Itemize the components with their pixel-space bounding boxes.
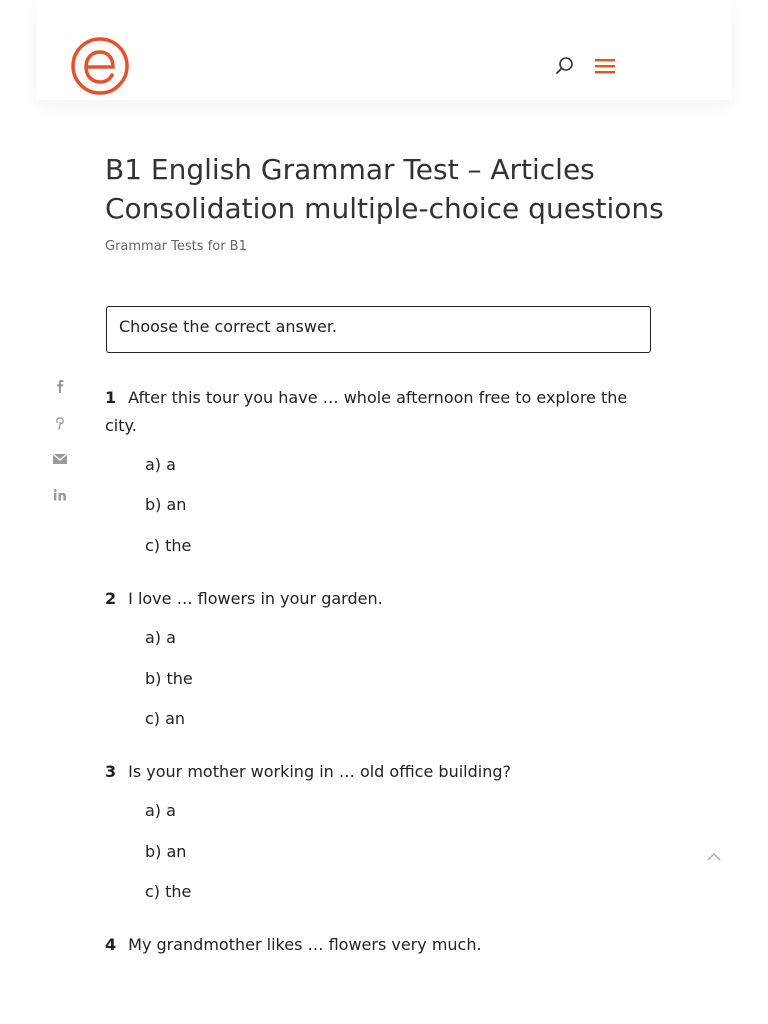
question-text: My grandmother likes … flowers very much. xyxy=(128,935,482,954)
q3-option-c[interactable]: c) the xyxy=(145,882,192,901)
question-text: After this tour you have … whole afternoon free to explore the city. xyxy=(105,388,628,435)
search-icon xyxy=(554,55,576,77)
question-number: 3 xyxy=(105,762,117,781)
scroll-to-top-button[interactable] xyxy=(704,848,724,864)
linkedin-icon xyxy=(50,485,70,505)
question-text: Is your mother working in … old office building? xyxy=(128,762,511,781)
q3-option-b[interactable]: b) an xyxy=(145,842,187,861)
hamburger-menu-icon xyxy=(593,57,617,77)
email-icon xyxy=(50,449,70,469)
e-logo-icon xyxy=(70,36,130,96)
search-button[interactable] xyxy=(554,55,576,77)
q1-option-b[interactable]: b) an xyxy=(145,495,187,514)
q1-option-c[interactable]: c) the xyxy=(145,536,192,555)
q2-option-a[interactable]: a) a xyxy=(145,628,176,647)
question-4 xyxy=(105,931,650,959)
question-1 xyxy=(105,384,650,440)
question-number: 2 xyxy=(105,589,117,608)
q1-option-a[interactable]: a) a xyxy=(145,455,176,474)
site-logo[interactable] xyxy=(70,36,130,96)
q3-option-a[interactable]: a) a xyxy=(145,801,176,820)
share-linkedin[interactable] xyxy=(50,485,70,505)
pinterest-icon xyxy=(50,412,70,432)
q2-option-b[interactable]: b) the xyxy=(145,669,193,688)
instruction-box xyxy=(106,306,651,353)
instruction-text: Choose the correct answer. xyxy=(119,317,338,336)
chevron-up-icon xyxy=(704,848,724,864)
question-3 xyxy=(105,758,650,786)
category-link[interactable]: Grammar Tests for B1 xyxy=(105,239,247,254)
facebook-icon xyxy=(50,376,70,396)
question-text: I love … flowers in your garden. xyxy=(128,589,383,608)
question-2 xyxy=(105,585,650,613)
share-email[interactable] xyxy=(50,449,70,469)
page-title: B1 English Grammar Test – Articles Consolidation multiple-choice questions xyxy=(105,153,664,225)
site-header xyxy=(36,0,732,100)
question-number: 1 xyxy=(105,388,117,407)
q2-option-c[interactable]: c) an xyxy=(145,709,186,728)
share-pinterest[interactable] xyxy=(50,412,70,432)
menu-button[interactable] xyxy=(593,57,617,77)
share-facebook[interactable] xyxy=(50,376,70,396)
question-number: 4 xyxy=(105,935,117,954)
